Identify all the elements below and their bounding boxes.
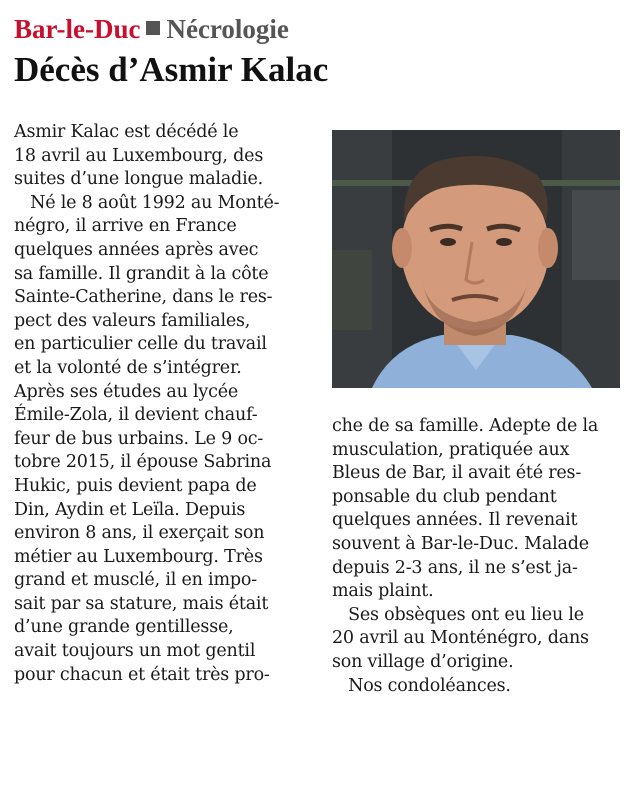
body-line: Bleus de Bar, il avait été res- [332, 463, 582, 484]
body-line: mais plaint. [332, 581, 434, 602]
body-line: Sainte-Catherine, dans le res- [14, 287, 273, 308]
body-line: souvent à Bar-le-Duc. Malade [332, 533, 589, 554]
body-line: tobre 2015, il épouse Sabrina [14, 452, 272, 473]
rubric-label: Nécrologie [166, 14, 289, 44]
section-kicker [14, 14, 289, 44]
article-column-2 [332, 415, 624, 698]
article-headline: Décès d’Asmir Kalac [14, 50, 329, 89]
body-line: depuis 2-3 ans, il ne s’est ja- [332, 557, 578, 578]
body-line: feur de bus urbains. Le 9 oc- [14, 428, 264, 449]
body-line: grand et musclé, il en impo- [14, 570, 257, 591]
body-line: pect des valeurs familiales, [14, 310, 251, 331]
body-line: environ 8 ans, il exerçait son [14, 523, 265, 544]
body-line: Hukic, puis devient papa de [14, 475, 257, 496]
body-line: avait toujours un mot gentil [14, 641, 256, 662]
body-line: Né le 8 août 1992 au Monté- [14, 192, 280, 213]
body-line: et la volonté de s’intégrer. [14, 357, 242, 378]
body-line: sait par sa stature, mais était [14, 593, 269, 614]
body-line: 20 avril au Monténégro, dans [332, 628, 589, 649]
body-line: suites d’une longue maladie. [14, 169, 263, 190]
body-line: Émile-Zola, il devient chauf- [14, 405, 258, 426]
body-line: ponsable du club pendant [332, 486, 557, 507]
body-line: sa famille. Il grandit à la côte [14, 263, 269, 284]
body-line: métier au Luxembourg. Très [14, 546, 263, 567]
body-line: son village d’origine. [332, 651, 514, 672]
body-line: quelques années. Il revenait [332, 510, 578, 531]
body-line: musculation, pratiquée aux [332, 439, 570, 460]
body-line: Ses obsèques ont eu lieu le [332, 604, 584, 625]
body-line: Asmir Kalac est décédé le [14, 122, 239, 142]
body-line: en particulier celle du travail [14, 334, 267, 355]
body-line: Après ses études au lycée [14, 381, 239, 402]
portrait-illustration [332, 130, 620, 388]
body-line: 18 avril au Luxembourg, des [14, 145, 264, 166]
body-line: Nos condoléances. [332, 675, 511, 696]
portrait-photo [332, 130, 620, 388]
city-label: Bar-le-Duc [14, 14, 141, 44]
separator-square-icon [146, 21, 160, 35]
body-line: quelques années après avec [14, 239, 259, 260]
body-line: d’une grande gentillesse, [14, 617, 234, 638]
body-line: négro, il arrive en France [14, 216, 237, 237]
article-column-1 [14, 121, 314, 687]
body-line: pour chacun et était très pro- [14, 664, 270, 685]
body-line: Din, Aydin et Leïla. Depuis [14, 499, 246, 520]
body-line: che de sa famille. Adepte de la [332, 416, 599, 436]
